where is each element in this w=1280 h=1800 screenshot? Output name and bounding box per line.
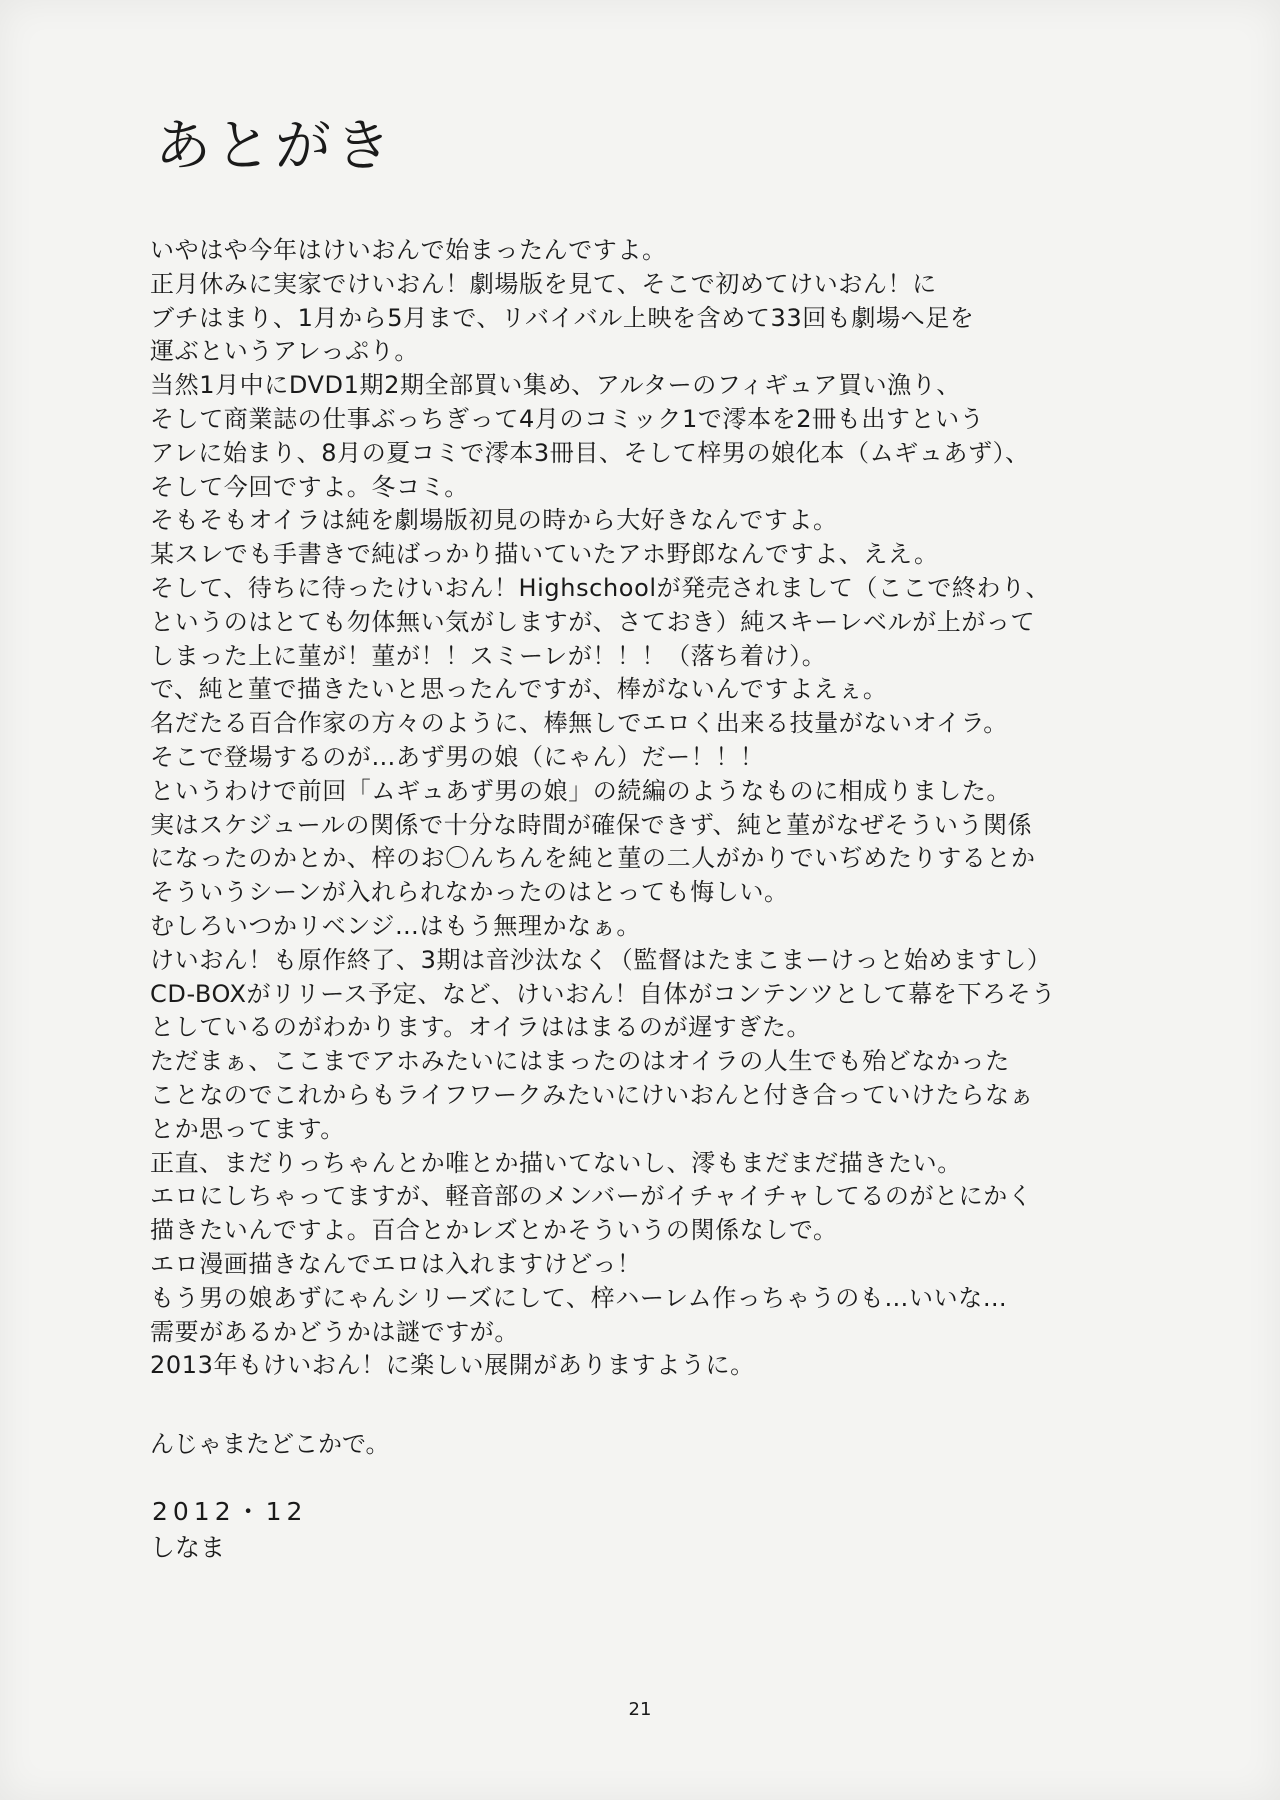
- body-line: そして商業誌の仕事ぶっちぎって4月のコミック1で澪本を2冊も出すという: [150, 404, 985, 433]
- body-line: アレに始まり、8月の夏コミで澪本3冊目、そして梓男の娘化本（ムギュあず）、: [150, 438, 1030, 467]
- body-line: とか思ってます。: [150, 1114, 345, 1143]
- body-line: エロ漫画描きなんでエロは入れますけどっ！: [150, 1249, 642, 1278]
- body-line: 描きたいんですよ。百合とかレズとかそういうの関係なしで。: [150, 1216, 838, 1245]
- body-line: ブチはまり、1月から5月まで、リバイバル上映を含めて33回も劇場へ足を: [150, 303, 975, 332]
- body-line: そもそもオイラは純を劇場版初見の時から大好きなんですよ。: [150, 506, 838, 535]
- body-line: そして、待ちに待ったけいおん！Highschoolが発売されまして（ここで終わり、: [150, 573, 1051, 602]
- body-line: ただまぁ、ここまでアホみたいにはまったのはオイラの人生でも殆どなかった: [150, 1047, 1010, 1076]
- body-line: というのはとても勿体無い気がしますが、さておき）純スキーレベルが上がって: [150, 607, 1036, 636]
- body-line: 正直、まだりっちゃんとか唯とか描いてないし、澪もまだまだ描きたい。: [150, 1148, 962, 1177]
- page-title: あとがき: [155, 114, 395, 179]
- author-name: しなま: [150, 1533, 226, 1562]
- body-line: いやはや今年はけいおんで始まったんですよ。: [150, 236, 667, 264]
- body-line: 正月休みに実家でけいおん！劇場版を見て、そこで初めてけいおん！に: [150, 269, 937, 298]
- closing-line: んじゃまたどこかで。: [150, 1430, 390, 1458]
- body-line: 2013年もけいおん！に楽しい展開がありますように。: [150, 1351, 755, 1380]
- body-line: そういうシーンが入れられなかったのはとっても悔しい。: [150, 878, 789, 907]
- body-line: けいおん！も原作終了、3期は音沙汰なく（監督はたまこまーけっと始めますし）: [150, 945, 1052, 974]
- body-line: しまった上に菫が！菫が！！スミーレが！！！（落ち着け）。: [150, 641, 827, 670]
- body-line: というわけで前回「ムギュあず男の娘」の続編のようなものに相成りました。: [150, 776, 1011, 805]
- body-line: 運ぶというアレっぷり。: [150, 337, 419, 366]
- body-line: になったのかとか、梓のお〇んちんを純と菫の二人がかりでいぢめたりするとか: [150, 844, 1036, 873]
- body-line: そして今回ですよ。冬コミ。: [150, 472, 469, 501]
- body-line: 需要があるかどうかは謎ですが。: [150, 1317, 519, 1346]
- body-line: 名だたる百合作家の方々のように、棒無しでエロく出来る技量がないオイラ。: [150, 709, 1008, 738]
- body-line: 某スレでも手書きで純ばっかり描いていたアホ野郎なんですよ、ええ。: [150, 540, 939, 569]
- body-line: もう男の娘あずにゃんシリーズにして、梓ハーレム作っちゃうのも…いいな…: [150, 1283, 1008, 1312]
- body-line: むしろいつかリベンジ…はもう無理かなぁ。: [150, 911, 641, 940]
- body-line: CD-BOXがリリース予定、など、けいおん！自体がコンテンツとして幕を下ろそう: [150, 979, 1056, 1008]
- body-line: 実はスケジュールの関係で十分な時間が確保できず、純と菫がなぜそういう関係: [150, 810, 1033, 839]
- body-line: 当然1月中にDVD1期2期全部買い集め、アルターのフィギュア買い漁り、: [150, 371, 961, 400]
- afterword-body: [150, 234, 1180, 1383]
- date-line: 2012・12: [152, 1497, 308, 1526]
- body-line: としているのがわかります。オイラははまるのが遅すぎた。: [150, 1013, 812, 1042]
- body-line: ことなのでこれからもライフワークみたいにけいおんと付き合っていけたらなぁ: [150, 1080, 1035, 1109]
- body-line: そこで登場するのが…あず男の娘（にゃん）だー！！！: [150, 742, 765, 771]
- body-line: で、純と菫で描きたいと思ったんですが、棒がないんですよえぇ。: [150, 675, 888, 704]
- body-line: エロにしちゃってますが、軽音部のメンバーがイチャイチャしてるのがとにかく: [150, 1182, 1033, 1211]
- page-number: 21: [628, 1699, 652, 1720]
